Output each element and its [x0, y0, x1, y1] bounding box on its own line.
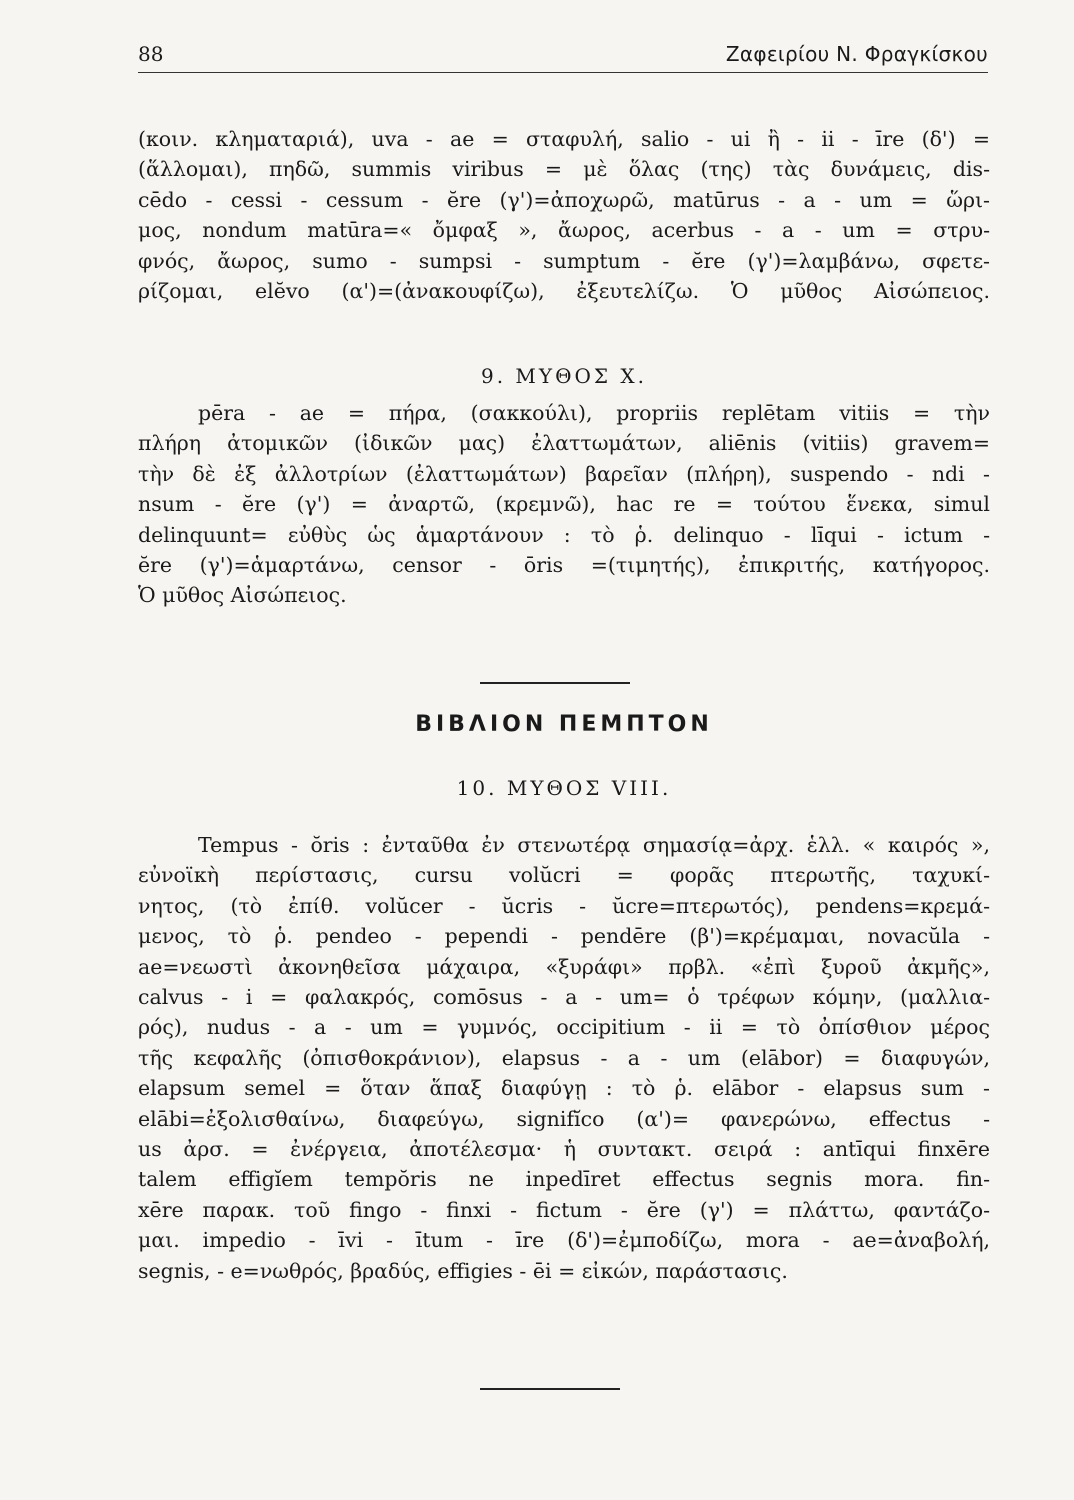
text-line: ρίζομαι, elĕvo (α')=(ἀνακουφίζω), ἐξευτελίζω. Ὁ μῦθος Αἰσώπειος. [138, 279, 990, 304]
section-2-paragraph [138, 398, 990, 611]
text-line: νητος, (τὸ ἐπίθ. volŭcer - ŭcris - ŭcre=πτερωτός), pendens=κρεμά- [138, 893, 990, 918]
text-line: elābi=ἐξολισθαίνω, διαφεύγω, signifĭco (α')= φανερώνω, effectus - [138, 1106, 990, 1131]
page-number: 88 [138, 42, 164, 66]
book-title: ΒΙΒΛΙΟΝ ΠΕΜΠΤΟΝ [415, 712, 713, 737]
text-line: us ἀρσ. = ἐνέργεια, ἀποτέλεσμα· ἡ συντακτ. σειρά : antīqui finxēre [138, 1137, 990, 1162]
text-line: μος, nondum matūra=« ὄμφαξ », ἄωρος, acerbus - a - um = στρυ- [138, 218, 990, 243]
text-line: τῆς κεφαλῆς (ὀπισθοκράνιον), elapsus - a - um (elābor) = διαφυγών, [138, 1045, 990, 1070]
section-3-paragraph [138, 830, 990, 1286]
text-line: talem effigĭem tempŏris ne inpedīret effectus segnis mora. fin- [138, 1167, 990, 1192]
text-line: ĕre (γ')=ἁμαρτάνω, censor - ōris =(τιμητής), ἐπικριτής, κατήγορος. [138, 553, 990, 578]
running-header [138, 42, 988, 73]
text-line: delinquunt= εὐθὺς ὡς ἁμαρτάνουν : τὸ ῥ. delinquo - līqui - ictum - [138, 522, 990, 547]
text-line: (κοιν. κληματαριά), uva - ae = σταφυλή, salio - ui ἢ - ii - īre (δ') = [138, 127, 990, 151]
end-divider [480, 1388, 620, 1390]
text-line: πλήρη ἀτομικῶν (ἰδικῶν μας) ἐλαττωμάτων, aliēnis (vitiis) gravem= [138, 431, 990, 456]
text-line: segnis, - e=νωθρός, βραδύς, effigies - ēi = εἰκών, παράστασις. [138, 1258, 788, 1283]
text-line: nsum - ĕre (γ') = ἀναρτῶ, (κρεμνῶ), hac re = τούτου ἕνεκα, simul [138, 492, 990, 517]
section-divider [480, 682, 630, 684]
text-line: ρός), nudus - a - um = γυμνός, occipitium - ii = τὸ ὀπίσθιον μέρος [138, 1015, 990, 1040]
section-3-title: 10. ΜΥΘΟΣ VIII. [456, 776, 672, 800]
text-line: τὴν δὲ ἐξ ἀλλοτρίων (ἐλαττωμάτων) βαρεῖαν (πλήρη), suspendo - ndi - [138, 461, 990, 486]
text-line: Tempus - ŏris : ἐνταῦθα ἐν στενωτέρᾳ σημασίᾳ=ἀρχ. ἑλλ. « καιρός », εὐνοϊκὴ περίστασις, cursu volŭcri = φορᾶς πτερωτῆς, ταχυκί- [138, 833, 990, 888]
text-line: pēra - ae = πήρα, (σακκούλι), propriis replētam vitiis = τὴν [198, 401, 990, 425]
text-line: xēre παρακ. τοῦ fingo - finxi - fictum - ĕre (γ') = πλάττω, φαντάζο- [138, 1197, 990, 1222]
section-1-paragraph [138, 124, 990, 306]
text-line: (ἅλλομαι), πηδῶ, summis viribus = μὲ ὅλας (της) τὰς δυνάμεις, dis- [138, 157, 990, 182]
text-line: ae=νεωστὶ ἀκονηθεῖσα μάχαιρα, «ξυράφι» πρβλ. «ἐπὶ ξυροῦ ἀκμῆς», [138, 954, 990, 979]
text-line: μαι. impedio - īvi - ītum - īre (δ')=ἐμποδίζω, mora - ae=ἀναβολή, [138, 1228, 990, 1253]
section-2-title: 9. ΜΥΘΟΣ X. [480, 364, 647, 388]
text-line: calvus - i = φαλακρός, comōsus - a - um= ὁ τρέφων κόμην, (μαλλια- [138, 985, 990, 1010]
text-line: cēdo - cessi - cessum - ĕre (γ')=ἀποχωρῶ, matūrus - a - um = ὥρι- [138, 187, 990, 212]
author-name: Ζαφειρίου Ν. Φραγκίσκου [725, 42, 988, 66]
text-line: elapsum semel = ὅταν ἅπαξ διαφύγῃ : τὸ ῥ. elābor - elapsus sum - [138, 1076, 990, 1101]
text-line: φνός, ἄωρος, sumo - sumpsi - sumptum - ĕre (γ')=λαμβάνω, σφετε- [138, 248, 990, 273]
text-line: μενος, τὸ ῥ. pendeo - pependi - pendēre (β')=κρέμαμαι, novacŭla - [138, 924, 990, 949]
text-line: Ὁ μῦθος Αἰσώπειος. [138, 583, 347, 608]
